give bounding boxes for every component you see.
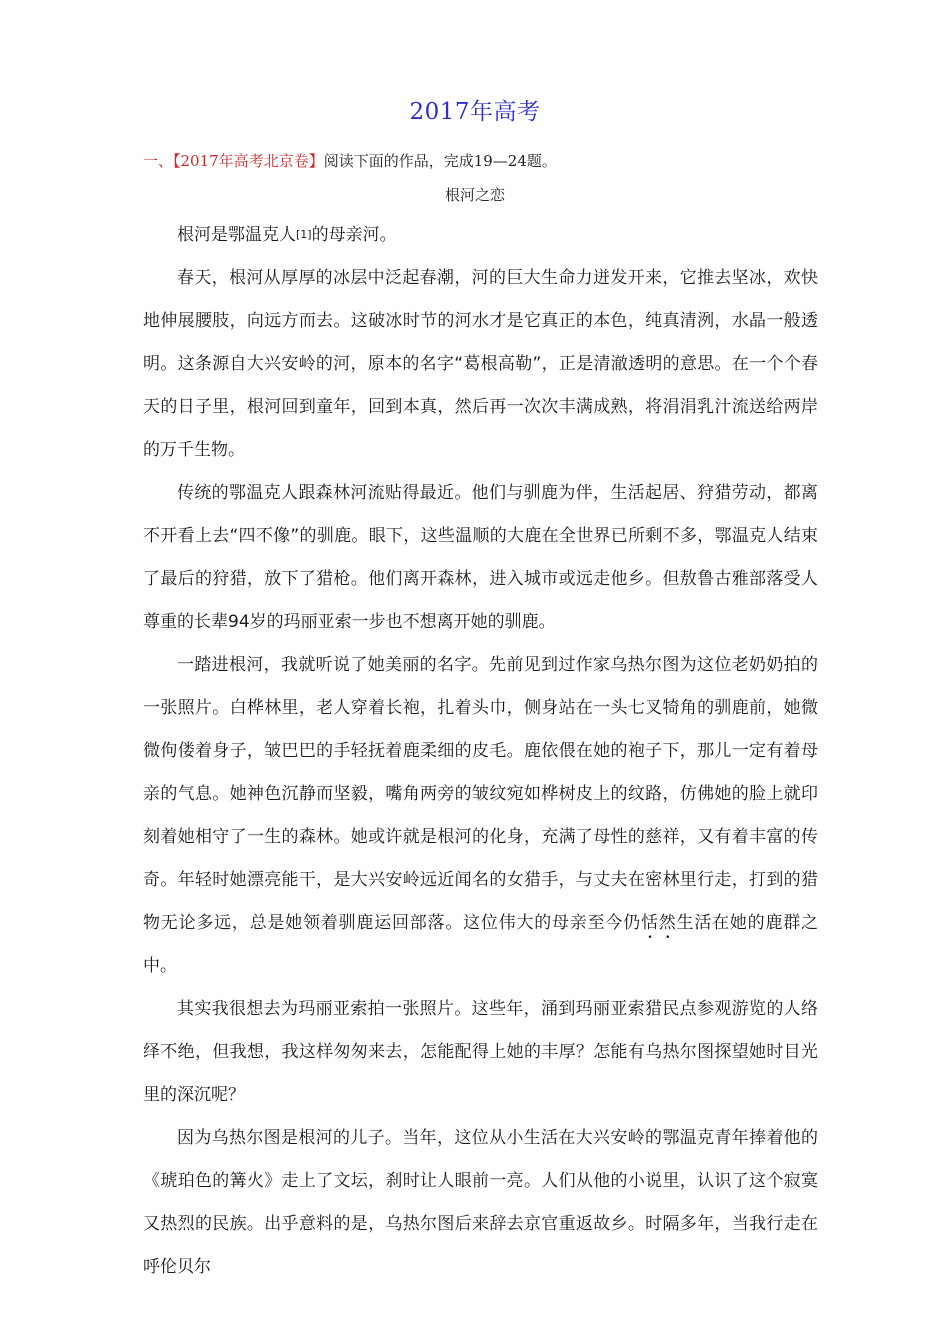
page-title: 2017年高考 [409,99,541,125]
question-instruction: 阅读下面的作品，完成19—24题。 [323,152,557,170]
question-number: 一、 [143,152,174,170]
article-body [143,213,818,1289]
paragraph-2: 春天，根河从厚厚的冰层中泛起春潮，河的巨大生命力迸发开来，它推去坚冰，欢快地伸展腰肢，向远方而去。这破冰时节的河水才是它真正的本色，纯真清洌，水晶一般透明。这条源自大兴安岭的河，原本的名字“葛根高勒”，正是清澈透明的意思。在一个个春天的日子里，根河回到童年，回到本真，然后再一次次丰满成熟，将涓涓乳汁流送给两岸的万千生物。 [143,268,818,460]
question-line [143,150,557,171]
paragraph-1-text-a: 根河是鄂温克人 [177,225,296,245]
paragraph-4-text-a: 一踏进根河，我就听说了她美丽的名字。先前见到过作家乌热尔图为这位老奶奶拍的一张照片。白桦林里，老人穿着长袍，扎着头巾，侧身站在一头七叉犄角的驯鹿前，她微微佝偻着身子，皱巴巴的手轻抚着鹿柔细的皮毛。鹿依偎在她的袍子下，那儿一定有着母亲的气息。她神色沉静而坚毅，嘴角两旁的皱纹宛如桦树皮上的纹路，仿佛她的脸上就印刻着她相守了一生的森林。她或许就是根河的化身，充满了母性的慈祥，又有着丰富的传奇。年轻时她漂亮能干，是大兴安岭远近闻名的女猎手，与丈夫在密林里行走，打到的猎物无论多远，总是她领着驯鹿运回部落。这位伟大的母亲至今仍 [143,655,818,933]
paragraph-3: 传统的鄂温克人跟森林河流贴得最近。他们与驯鹿为伴，生活起居、狩猎劳动，都离不开看上去“四不像”的驯鹿。眼下，这些温顺的大鹿在全世界已所剩不多，鄂温克人结束了最后的狩猎，放下了猎枪。他们离开森林，进入城市或远走他乡。但敖鲁古雅部落受人尊重的长辈94岁的玛丽亚索一步也不想离开她的驯鹿。 [143,483,818,632]
emphasized-word: 恬然 [640,913,677,933]
paragraph-6: 因为乌热尔图是根河的儿子。当年，这位从小生活在大兴安岭的鄂温克青年捧着他的《琥珀色的篝火》走上了文坛，刹时让人眼前一亮。人们从他的小说里，认识了这个寂寞又热烈的民族。出乎意料的是，乌热尔图后来辞去京官重返故乡。时隔多年，当我行走在呼伦贝尔 [143,1128,818,1277]
paragraph-5: 其实我很想去为玛丽亚索拍一张照片。这些年，涌到玛丽亚索猎民点参观游览的人络绎不绝，但我想，我这样匆匆来去，怎能配得上她的丰厚？怎能有乌热尔图探望她时目光里的深沉呢？ [143,999,818,1105]
paragraph-1-text-b: 的母亲河。 [311,225,397,245]
paragraph-4-text-b: 生活在她的鹿群之中。 [143,913,819,976]
paragraph-4 [143,644,818,988]
footnote-marker: [1] [296,228,312,241]
paragraph-1 [143,213,818,257]
article-title: 根河之恋 [444,186,505,204]
question-source: 【2017年高考北京卷】 [173,152,324,170]
